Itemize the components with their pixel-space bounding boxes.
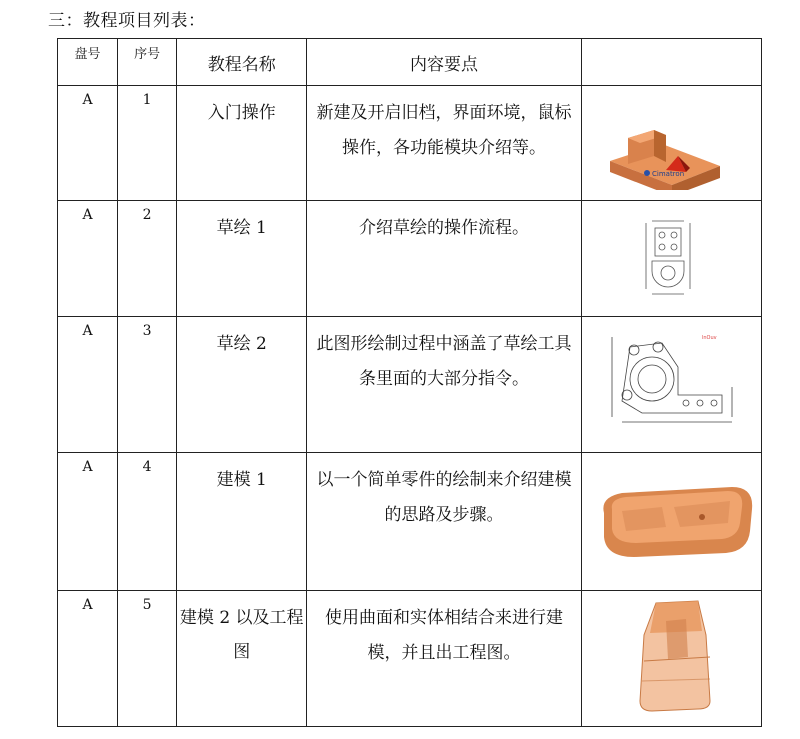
table-header-row	[58, 39, 762, 86]
disc-cell: A	[58, 201, 118, 317]
logo-text: Cimatron	[651, 170, 684, 178]
content-cell: 以一个简单零件的绘制来介绍建模的思路及步骤。	[307, 453, 581, 591]
table-row	[58, 86, 762, 201]
name-cell: 草绘 1	[177, 201, 307, 317]
section-heading: 三：教程项目列表：	[48, 11, 206, 31]
seq-cell: 3	[118, 317, 177, 453]
col-header-image	[581, 39, 761, 86]
disc-cell: A	[58, 591, 118, 727]
thumbnail-cell	[581, 591, 761, 727]
sketch-2-thumbnail	[582, 317, 762, 442]
content-cell: 使用曲面和实体相结合来进行建模，并且出工程图。	[307, 591, 581, 727]
cad-block-thumbnail	[582, 86, 762, 190]
name-cell: 建模 1	[177, 453, 307, 591]
tray-model-thumbnail	[582, 453, 762, 580]
col-header-content: 内容要点	[307, 39, 581, 86]
disc-cell: A	[58, 86, 118, 201]
seq-cell: 1	[118, 86, 177, 201]
disc-cell: A	[58, 317, 118, 453]
col-header-seq: 序号	[118, 39, 177, 86]
table-row	[58, 317, 762, 453]
table-row	[58, 591, 762, 727]
table-row	[58, 201, 762, 317]
content-cell: 新建及开启旧档，界面环境，鼠标操作，各功能模块介绍等。	[307, 86, 581, 201]
disc-cell: A	[58, 453, 118, 591]
thumbnail-cell	[581, 201, 761, 317]
seq-cell: 4	[118, 453, 177, 591]
table-row	[58, 453, 762, 591]
sketch-1-thumbnail	[582, 201, 762, 306]
thumbnail-cell	[581, 86, 761, 201]
content-cell: 此图形绘制过程中涵盖了草绘工具条里面的大部分指令。	[307, 317, 581, 453]
content-cell: 介绍草绘的操作流程。	[307, 201, 581, 317]
name-cell: 入门操作	[177, 86, 307, 201]
col-header-disc: 盘号	[58, 39, 118, 86]
tutorial-table	[57, 38, 762, 727]
col-header-name: 教程名称	[177, 39, 307, 86]
name-cell: 草绘 2	[177, 317, 307, 453]
cap-model-thumbnail	[582, 591, 762, 716]
thumbnail-cell	[581, 317, 761, 453]
seq-cell: 5	[118, 591, 177, 727]
seq-cell: 2	[118, 201, 177, 317]
name-cell: 建模 2 以及工程图	[177, 591, 307, 727]
thumbnail-cell	[581, 453, 761, 591]
sketch-stamp-text: lnOuv	[701, 335, 717, 341]
